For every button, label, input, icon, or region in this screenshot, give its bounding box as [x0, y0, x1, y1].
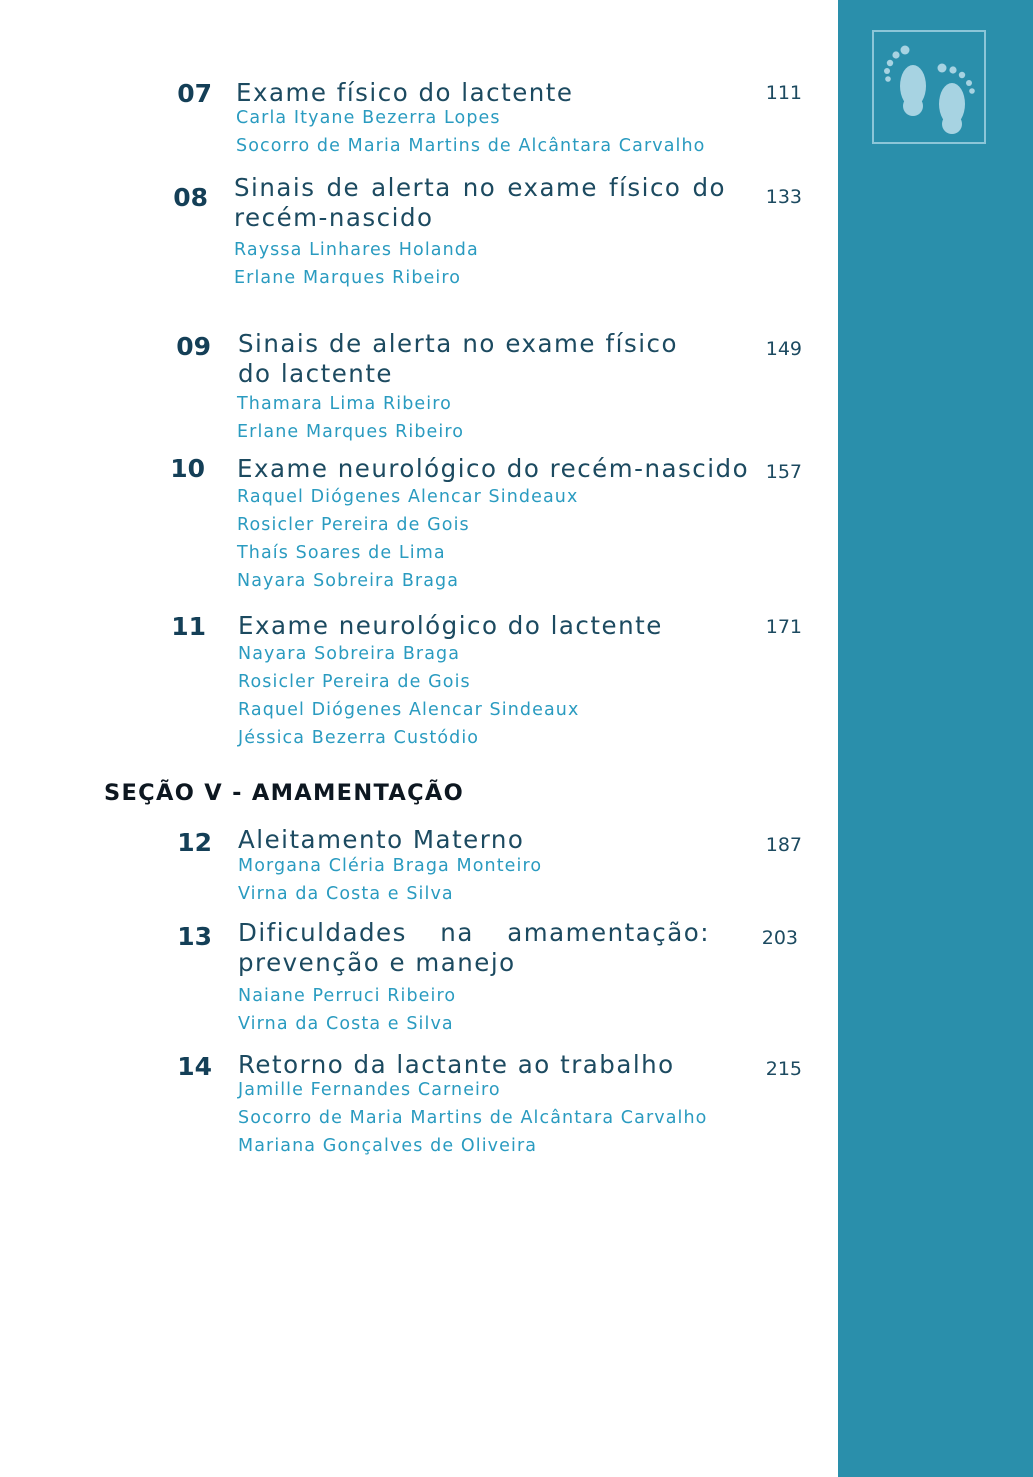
chapter-title: Dificuldades na amamentação: prevenção e manejo — [238, 918, 710, 977]
author-list — [238, 640, 579, 752]
author-name: Thaís Soares de Lima — [237, 543, 446, 563]
chapter-number: 13 — [177, 922, 212, 951]
author-list — [238, 1076, 707, 1160]
chapter-title: Retorno da lactante ao trabalho — [238, 1050, 675, 1079]
chapter-title: Sinais de alerta no exame físico do recém-nascido — [234, 173, 726, 232]
author-name: Carla Ityane Bezerra Lopes — [236, 108, 501, 128]
chapter-title: Aleitamento Materno — [238, 825, 525, 854]
author-name: Naiane Perruci Ribeiro — [238, 986, 457, 1006]
chapter-title: Exame neurológico do lactente — [238, 611, 663, 640]
chapter-title: Exame neurológico do recém-nascido — [237, 454, 750, 483]
page-number: 203 — [761, 927, 798, 949]
author-name: Socorro de Maria Martins de Alcântara Carvalho — [236, 136, 706, 156]
author-list — [234, 236, 479, 292]
page-number: 111 — [765, 82, 802, 104]
author-list — [237, 483, 578, 595]
author-list — [238, 852, 542, 908]
author-name: Mariana Gonçalves de Oliveira — [238, 1136, 538, 1156]
author-name: Rayssa Linhares Holanda — [234, 240, 479, 260]
page-number: 157 — [765, 461, 802, 483]
author-name: Nayara Sobreira Braga — [237, 571, 460, 591]
baby-footprints-icon — [878, 36, 984, 142]
author-name: Erlane Marques Ribeiro — [237, 422, 465, 442]
chapter-title: Exame físico do lactente — [236, 78, 574, 107]
page-number: 171 — [765, 616, 802, 638]
author-list — [236, 104, 705, 160]
chapter-number: 10 — [170, 454, 205, 483]
author-name: Virna da Costa e Silva — [238, 884, 454, 904]
author-name: Socorro de Maria Martins de Alcântara Carvalho — [238, 1108, 708, 1128]
author-name: Nayara Sobreira Braga — [238, 644, 461, 664]
page-number: 149 — [765, 338, 802, 360]
chapter-title: Sinais de alerta no exame físico do lactente — [238, 329, 678, 388]
author-list — [237, 390, 464, 446]
page-number: 133 — [765, 186, 802, 208]
author-list — [238, 982, 456, 1038]
section-heading: SEÇÃO V - AMAMENTAÇÃO — [104, 780, 465, 806]
author-name: Raquel Diógenes Alencar Sindeaux — [237, 487, 579, 507]
chapter-number: 12 — [177, 828, 212, 857]
chapter-number: 07 — [177, 79, 212, 108]
sidebar-band — [838, 0, 1033, 1477]
page-number: 187 — [765, 834, 802, 856]
chapter-number: 08 — [173, 183, 208, 212]
author-name: Thamara Lima Ribeiro — [237, 394, 452, 414]
page-number: 215 — [765, 1058, 802, 1080]
author-name: Jamille Fernandes Carneiro — [238, 1080, 501, 1100]
chapter-number: 14 — [177, 1052, 212, 1081]
author-name: Rosicler Pereira de Gois — [238, 672, 471, 692]
author-name: Rosicler Pereira de Gois — [237, 515, 470, 535]
logo-frame — [872, 30, 986, 144]
author-name: Jéssica Bezerra Custódio — [238, 728, 480, 748]
author-name: Virna da Costa e Silva — [238, 1014, 454, 1034]
author-name: Erlane Marques Ribeiro — [234, 268, 462, 288]
author-name: Morgana Cléria Braga Monteiro — [238, 856, 543, 876]
chapter-number: 11 — [171, 612, 206, 641]
author-name: Raquel Diógenes Alencar Sindeaux — [238, 700, 580, 720]
chapter-number: 09 — [176, 332, 211, 361]
